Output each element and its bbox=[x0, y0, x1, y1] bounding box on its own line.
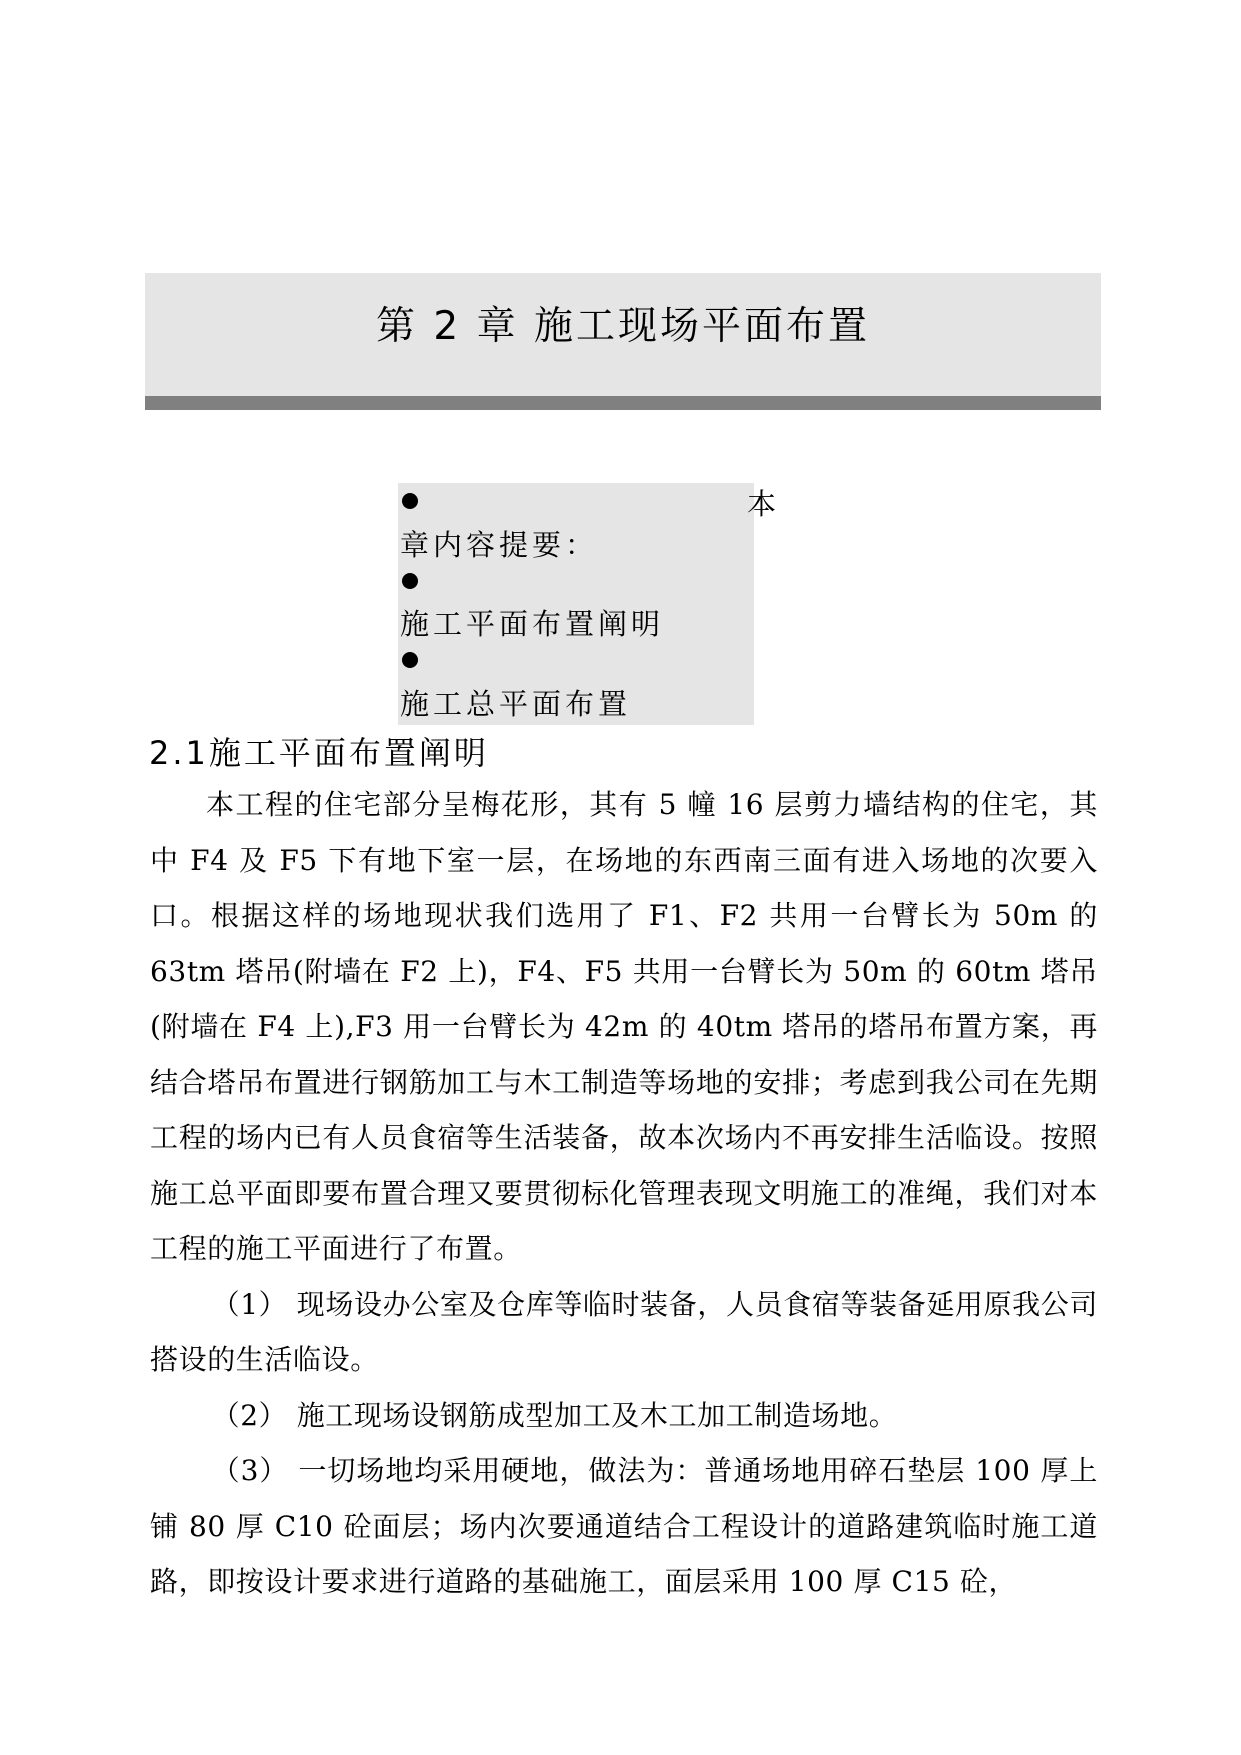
section-heading: 2.1施工平面布置阐明 bbox=[149, 734, 489, 772]
numbered-paragraph: （1） 现场设办公室及仓库等临时装备，人员食宿等装备延用原我公司搭设的生活临设。 bbox=[150, 1287, 1098, 1376]
body-paragraph: 本工程的住宅部分呈梅花形，其有 5 幢 16 层剪力墙结构的住宅，其中 F4 及 F5 下有地下室一层，在场地的东西南三面有进入场地的次要入口。根据这样的场地现状我们选用了 F1、F2 共用一台臂长为 50m 的 63tm 塔吊(附墙在 F2 上)，F4、F5 共用一台臂长为 50m 的 60tm 塔吊(附墙在 F4 上),F3 用一台臂长为 42m 的 40tm 塔吊的塔吊布置方案，再结合塔吊布置进行钢筋加工与木工制造等场地的安排；考虑到我公司在先期工程的场内已有人员食宿等生活装备，故本次场内不再安排生活临设。按照施工总平面即要布置合理又要贯彻标化管理表现文明施工的准绳，我们对本工程的施工平面进行了布置。 bbox=[150, 788, 1098, 1265]
bullet-icon bbox=[402, 573, 418, 589]
numbered-paragraph: （3） 一切场地均采用硬地，做法为：普通场地用碎石垫层 100 厚上铺 80 厚 C10 砼面层；场内次要通道结合工程设计的道路建筑临时施工道路，即按设计要求进行道路的基础施工，面层采用 100 厚 C15 砼， bbox=[150, 1454, 1098, 1598]
chapter-summary-item: 施工平面布置阐明 bbox=[400, 607, 665, 641]
section-body bbox=[150, 777, 1098, 1610]
chapter-summary-title-rest: 章内容提要： bbox=[400, 528, 599, 562]
bullet-icon bbox=[402, 652, 418, 668]
chapter-summary-title-start: 本 bbox=[747, 487, 781, 521]
bullet-icon bbox=[402, 493, 418, 509]
numbered-paragraph: （2） 施工现场设钢筋成型加工及木工加工制造场地。 bbox=[211, 1398, 898, 1432]
chapter-summary-item: 施工总平面布置 bbox=[400, 687, 632, 721]
chapter-title-box bbox=[145, 273, 1101, 396]
chapter-title: 第 2 章 施工现场平面布置 bbox=[375, 304, 870, 349]
chapter-title-underline-bar bbox=[145, 396, 1101, 410]
